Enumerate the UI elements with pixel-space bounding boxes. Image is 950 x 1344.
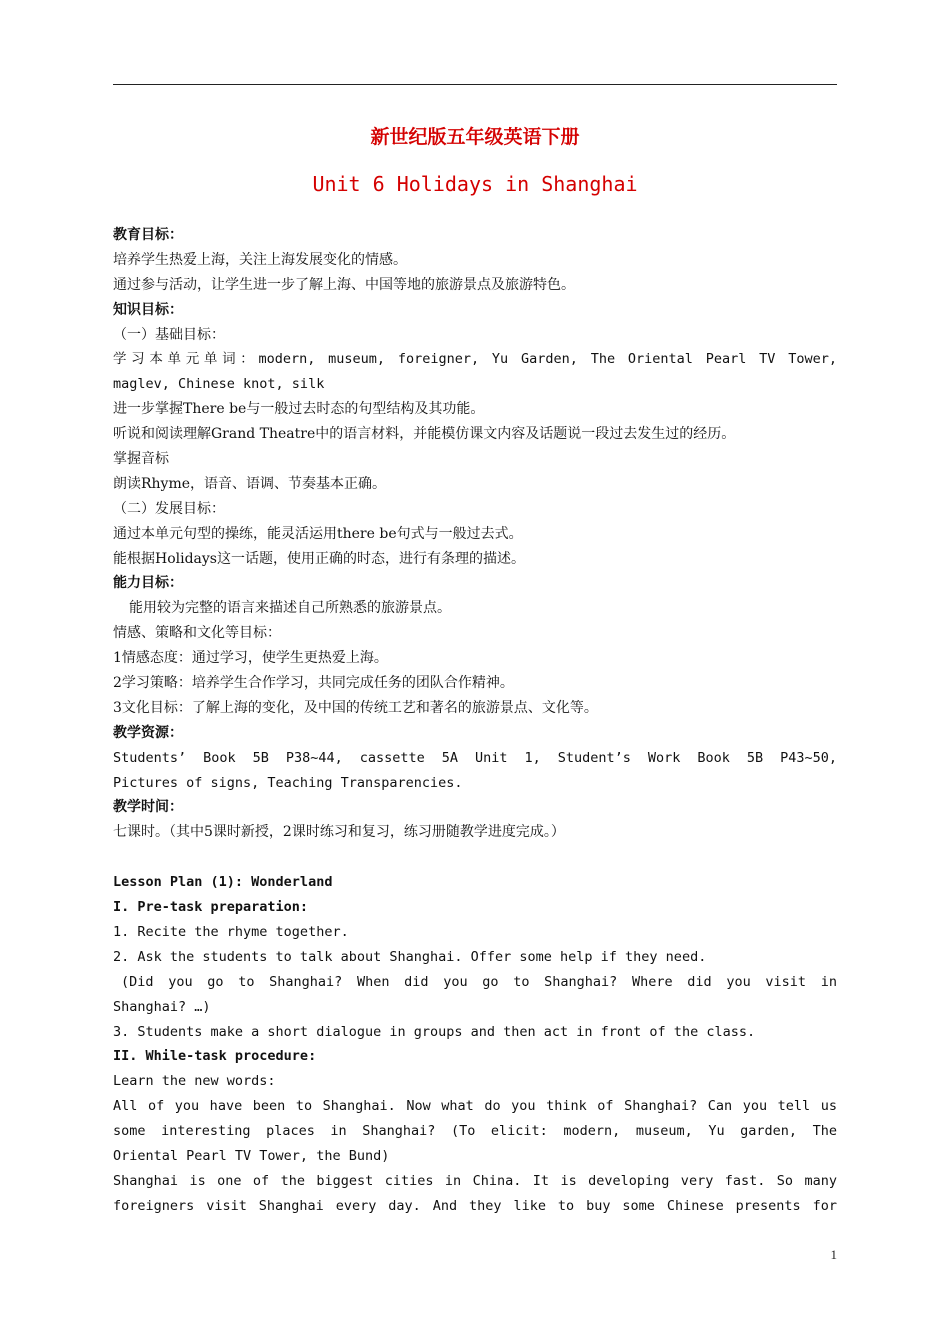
text-line: 3. Students make a short dialogue in groups and then act in front of the class. [113,1023,756,1040]
text-line: Oriental Pearl TV Tower, the Bund) [113,1147,390,1164]
text-line: foreigners visit Shanghai every day. And they like to buy some Chinese presents for [113,1197,837,1214]
text-line: Shanghai is one of the biggest cities in China. It is developing very fast. So many [113,1172,837,1189]
section-heading-teaching-resources: 教学资源： [113,724,183,741]
text-line: 2. Ask the students to talk about Shanghai. Offer some help if they need. [113,948,707,965]
text-line: 七课时。（其中5课时新授，2课时练习和复习，练习册随教学进度完成。） [113,824,565,841]
section-heading-ability-goals: 能力目标： [113,575,183,592]
text-line: Shanghai? …) [113,998,211,1015]
text-line: 通过本单元句型的操练，能灵活运用there be句式与一般过去式。 [113,525,523,542]
text-line: 学习本单元单词：modern, museum, foreigner, Yu Garden, The Oriental Pearl TV Tower, [113,351,837,368]
text-line: 3文化目标：了解上海的变化，及中国的传统工艺和著名的旅游景点、文化等。 [113,699,598,716]
text-line: 通过参与活动，让学生进一步了解上海、中国等地的旅游景点及旅游特色。 [113,276,575,293]
text-line: 1. Recite the rhyme together. [113,923,349,940]
document-body [113,223,837,1219]
text-line: some interesting places in Shanghai? (To elicit: modern, museum, Yu garden, The [113,1123,837,1140]
text-line: Learn the new words: [113,1073,276,1090]
section-heading-education-goals: 教育目标： [113,227,183,243]
text-line: (Did you go to Shanghai? When did you go to Shanghai? Where did you visit in [121,973,837,990]
text-line: maglev, Chinese knot, silk [113,376,325,393]
text-line: Students’ Book 5B P38~44, cassette 5A Unit 1, Student’s Work Book 5B P43~50, [113,749,837,766]
text-line: All of you have been to Shanghai. Now what do you think of Shanghai? Can you tell us [113,1098,837,1115]
section-heading-while-task: II. While-task procedure: [113,1048,317,1065]
subheading-basic-goals: （一）基础目标： [113,326,225,343]
text-line: 1情感态度：通过学习，使学生更热爱上海。 [113,650,388,667]
text-line: 朗读Rhyme，语音、语调、节奏基本正确。 [113,475,387,492]
document-title: 新世纪版五年级英语下册 [370,126,580,148]
text-line: Pictures of signs, Teaching Transparencies. [113,774,463,791]
unit-title: Unit 6 Holidays in Shanghai [312,172,638,196]
text-line: 情感、策略和文化等目标： [113,625,281,642]
blank-line [113,845,837,870]
section-heading-knowledge-goals: 知识目标： [113,301,183,318]
lesson-plan-heading: Lesson Plan (1): Wonderland [113,874,333,891]
section-heading-teaching-time: 教学时间： [113,799,183,816]
page-number: 1 [830,1247,837,1262]
text-line: 2学习策略：培养学生合作学习，共同完成任务的团队合作精神。 [113,675,514,692]
text-line: 进一步掌握There be与一般过去时态的句型结构及其功能。 [113,401,485,418]
header-rule [113,84,837,85]
text-line: 掌握音标 [113,451,169,468]
text-line: 能用较为完整的语言来描述自己所熟悉的旅游景点。 [129,600,451,617]
text-line: 听说和阅读理解Grand Theatre中的语言材料，并能模仿课文内容及话题说一段过去发生过的经历。 [113,426,736,443]
subheading-development-goals: （二）发展目标： [113,500,225,517]
text-line: 培养学生热爱上海，关注上海发展变化的情感。 [113,251,407,268]
section-heading-pre-task: I. Pre-task preparation: [113,899,309,916]
text-line: 能根据Holidays这一话题，使用正确的时态，进行有条理的描述。 [113,550,525,567]
